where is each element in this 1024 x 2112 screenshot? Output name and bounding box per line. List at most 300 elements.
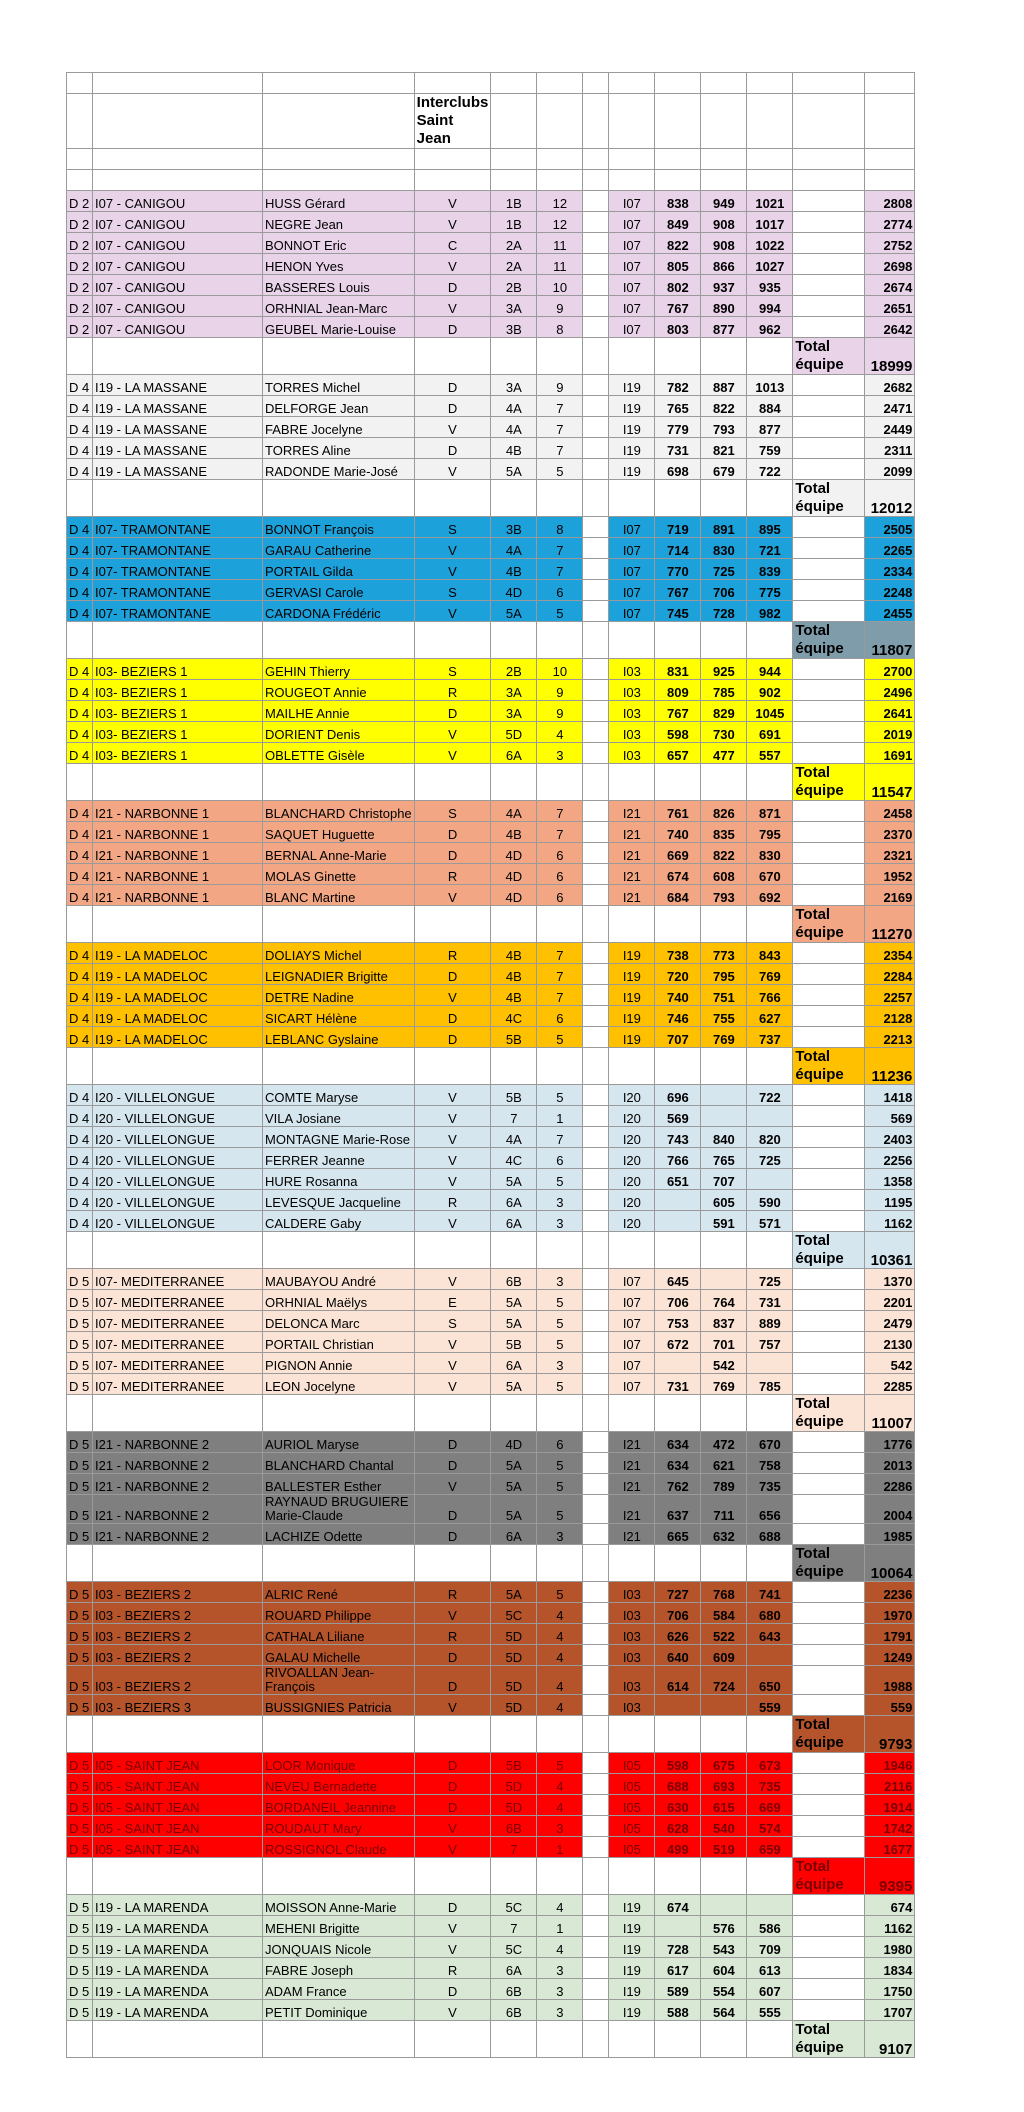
blank-cell (583, 722, 609, 743)
blank-cell (793, 985, 865, 1006)
division-cell: D 5 (67, 1624, 93, 1645)
player-name-cell: PIGNON Annie (263, 1353, 415, 1374)
blank-cell (793, 438, 865, 459)
blank-cell (583, 1603, 609, 1624)
score-2-cell (701, 1269, 747, 1290)
score-3-cell: 994 (747, 296, 793, 317)
player-row (67, 1148, 915, 1169)
score-3-cell: 737 (747, 1027, 793, 1048)
empty-cell (537, 94, 583, 149)
code-cell: I19 (609, 1895, 655, 1916)
score-1-cell: 706 (655, 1603, 701, 1624)
category-cell: D (414, 1774, 491, 1795)
player-name-cell: ORHNIAL Jean-Marc (263, 296, 415, 317)
player-name-cell: CATHALA Liliane (263, 1624, 415, 1645)
empty-cell (537, 338, 583, 375)
empty-cell (263, 2021, 415, 2058)
score-2-cell: 908 (701, 233, 747, 254)
empty-cell (67, 1048, 93, 1085)
club-cell: I20 - VILLELONGUE (93, 1085, 263, 1106)
empty-cell (537, 1716, 583, 1753)
player-row (67, 1795, 915, 1816)
class-cell: 6A (491, 1190, 537, 1211)
score-3-cell: 571 (747, 1211, 793, 1232)
score-1-cell (655, 1211, 701, 1232)
club-cell: I19 - LA MADELOC (93, 1006, 263, 1027)
division-cell: D 5 (67, 1958, 93, 1979)
club-cell: I21 - NARBONNE 1 (93, 843, 263, 864)
total-label: Total équipe (793, 1395, 865, 1432)
score-3-cell: 613 (747, 1958, 793, 1979)
player-total-cell: 1707 (865, 2000, 915, 2021)
player-total-cell: 1370 (865, 1269, 915, 1290)
code-cell: I20 (609, 1211, 655, 1232)
score-2-cell: 755 (701, 1006, 747, 1027)
points-cell: 7 (537, 438, 583, 459)
empty-cell (583, 480, 609, 517)
code-cell: I21 (609, 843, 655, 864)
player-name-cell: COMTE Maryse (263, 1085, 415, 1106)
code-cell: I03 (609, 1695, 655, 1716)
points-cell: 3 (537, 1979, 583, 2000)
division-cell: D 2 (67, 191, 93, 212)
empty-cell (93, 1858, 263, 1895)
blank-cell (583, 396, 609, 417)
score-2-cell: 632 (701, 1524, 747, 1545)
division-cell: D 4 (67, 822, 93, 843)
empty-cell (263, 906, 415, 943)
class-cell: 4D (491, 843, 537, 864)
empty-cell (747, 1858, 793, 1895)
points-cell: 7 (537, 822, 583, 843)
division-cell: D 4 (67, 1211, 93, 1232)
player-total-cell: 1988 (865, 1666, 915, 1695)
class-cell: 3A (491, 701, 537, 722)
empty-cell (67, 1395, 93, 1432)
score-2-cell: 675 (701, 1753, 747, 1774)
score-1-cell: 499 (655, 1837, 701, 1858)
club-cell: I03 - BEZIERS 2 (93, 1666, 263, 1695)
blank-cell (583, 864, 609, 885)
empty-cell (93, 1395, 263, 1432)
points-cell: 3 (537, 1816, 583, 1837)
player-row (67, 1495, 915, 1524)
class-cell: 4A (491, 801, 537, 822)
empty-cell (655, 338, 701, 375)
category-cell: V (414, 459, 491, 480)
class-cell: 4B (491, 822, 537, 843)
spacer-row (67, 170, 915, 191)
empty-cell (414, 764, 491, 801)
score-2-cell (701, 1106, 747, 1127)
empty-cell (701, 1858, 747, 1895)
category-cell: V (414, 191, 491, 212)
player-total-cell: 2013 (865, 1453, 915, 1474)
class-cell: 5A (491, 1582, 537, 1603)
blank-cell (793, 1169, 865, 1190)
score-2-cell: 711 (701, 1495, 747, 1524)
player-row (67, 1269, 915, 1290)
player-name-cell: DELFORGE Jean (263, 396, 415, 417)
code-cell: I19 (609, 1006, 655, 1027)
points-cell: 6 (537, 1432, 583, 1453)
blank-cell (793, 1474, 865, 1495)
score-1-cell: 805 (655, 254, 701, 275)
blank-cell (583, 743, 609, 764)
score-2-cell: 472 (701, 1432, 747, 1453)
code-cell: I19 (609, 417, 655, 438)
points-cell: 5 (537, 1085, 583, 1106)
player-name-cell: JONQUAIS Nicole (263, 1937, 415, 1958)
club-cell: I07- TRAMONTANE (93, 601, 263, 622)
points-cell: 9 (537, 296, 583, 317)
score-1-cell: 598 (655, 722, 701, 743)
points-cell: 5 (537, 1311, 583, 1332)
blank-cell (793, 1624, 865, 1645)
score-3-cell: 757 (747, 1332, 793, 1353)
code-cell: I07 (609, 1290, 655, 1311)
class-cell: 5D (491, 1795, 537, 1816)
empty-cell (701, 1048, 747, 1085)
blank-cell (583, 212, 609, 233)
empty-cell (609, 73, 655, 94)
empty-cell (263, 1048, 415, 1085)
club-cell: I07- TRAMONTANE (93, 517, 263, 538)
score-2-cell: 707 (701, 1169, 747, 1190)
empty-cell (263, 622, 415, 659)
blank-cell (583, 417, 609, 438)
empty-cell (701, 2021, 747, 2058)
score-2-cell: 605 (701, 1190, 747, 1211)
score-2-cell: 540 (701, 1816, 747, 1837)
points-cell: 5 (537, 1453, 583, 1474)
code-cell: I05 (609, 1795, 655, 1816)
empty-cell (537, 1858, 583, 1895)
player-row (67, 680, 915, 701)
division-cell: D 4 (67, 1106, 93, 1127)
code-cell: I20 (609, 1106, 655, 1127)
score-1-cell: 672 (655, 1332, 701, 1353)
blank-cell (793, 191, 865, 212)
empty-cell (747, 764, 793, 801)
club-cell: I03- BEZIERS 1 (93, 701, 263, 722)
empty-cell (655, 480, 701, 517)
player-total-cell: 2265 (865, 538, 915, 559)
score-2-cell: 576 (701, 1916, 747, 1937)
empty-cell (583, 73, 609, 94)
category-cell: D (414, 275, 491, 296)
score-1-cell: 665 (655, 1524, 701, 1545)
player-name-cell: LEON Jocelyne (263, 1374, 415, 1395)
empty-cell (414, 622, 491, 659)
empty-cell (655, 764, 701, 801)
player-total-cell: 1162 (865, 1211, 915, 1232)
player-total-cell: 2130 (865, 1332, 915, 1353)
score-1-cell: 728 (655, 1937, 701, 1958)
player-total-cell: 2370 (865, 822, 915, 843)
code-cell: I21 (609, 1432, 655, 1453)
category-cell: V (414, 1332, 491, 1353)
player-total-cell: 2128 (865, 1006, 915, 1027)
code-cell: I07 (609, 275, 655, 296)
division-cell: D 5 (67, 1937, 93, 1958)
score-1-cell: 743 (655, 1127, 701, 1148)
player-total-cell: 2496 (865, 680, 915, 701)
blank-cell (583, 580, 609, 601)
score-1-cell: 569 (655, 1106, 701, 1127)
score-3-cell: 1045 (747, 701, 793, 722)
blank-cell (793, 1027, 865, 1048)
blank-cell (583, 843, 609, 864)
team-total-value: 10064 (865, 1545, 915, 1582)
empty-cell (747, 906, 793, 943)
blank-cell (793, 1695, 865, 1716)
player-row (67, 1753, 915, 1774)
blank-cell (793, 1106, 865, 1127)
code-cell: I07 (609, 296, 655, 317)
division-cell: D 4 (67, 396, 93, 417)
club-cell: I03 - BEZIERS 2 (93, 1645, 263, 1666)
player-name-cell: GALAU Michelle (263, 1645, 415, 1666)
player-row (67, 1624, 915, 1645)
blank-cell (583, 1432, 609, 1453)
score-3-cell: 650 (747, 1666, 793, 1695)
club-cell: I21 - NARBONNE 1 (93, 864, 263, 885)
player-row (67, 1127, 915, 1148)
score-1-cell: 831 (655, 659, 701, 680)
category-cell: V (414, 2000, 491, 2021)
score-2-cell: 949 (701, 191, 747, 212)
blank-cell (583, 1169, 609, 1190)
blank-cell (793, 1524, 865, 1545)
score-1-cell: 720 (655, 964, 701, 985)
empty-cell (93, 1545, 263, 1582)
points-cell: 4 (537, 1795, 583, 1816)
team-total-value: 9107 (865, 2021, 915, 2058)
score-3-cell: 659 (747, 1837, 793, 1858)
blank-cell (793, 885, 865, 906)
blank-cell (793, 417, 865, 438)
empty-cell (93, 73, 263, 94)
class-cell: 5B (491, 1332, 537, 1353)
score-3-cell: 586 (747, 1916, 793, 1937)
player-name-cell: ROUDAUT Mary (263, 1816, 415, 1837)
player-row (67, 375, 915, 396)
score-3-cell: 877 (747, 417, 793, 438)
score-1-cell: 657 (655, 743, 701, 764)
empty-cell (583, 906, 609, 943)
division-cell: D 5 (67, 1695, 93, 1716)
player-row (67, 254, 915, 275)
score-3-cell: 721 (747, 538, 793, 559)
blank-cell (583, 1774, 609, 1795)
player-total-cell: 2674 (865, 275, 915, 296)
score-2-cell: 701 (701, 1332, 747, 1353)
empty-cell (491, 73, 537, 94)
player-row (67, 1190, 915, 1211)
score-3-cell: 795 (747, 822, 793, 843)
team-total-row (67, 1545, 915, 1582)
points-cell: 5 (537, 1290, 583, 1311)
blank-cell (583, 801, 609, 822)
player-row (67, 964, 915, 985)
code-cell: I19 (609, 1027, 655, 1048)
empty-cell (67, 906, 93, 943)
category-cell: V (414, 985, 491, 1006)
class-cell: 5A (491, 1453, 537, 1474)
club-cell: I21 - NARBONNE 1 (93, 801, 263, 822)
code-cell: I07 (609, 538, 655, 559)
empty-cell (263, 480, 415, 517)
score-1-cell: 838 (655, 191, 701, 212)
points-cell: 4 (537, 1666, 583, 1695)
player-row (67, 438, 915, 459)
blank-cell (793, 1816, 865, 1837)
points-cell: 4 (537, 1624, 583, 1645)
class-cell: 6A (491, 1353, 537, 1374)
category-cell: D (414, 1753, 491, 1774)
code-cell: I03 (609, 1582, 655, 1603)
points-cell: 7 (537, 538, 583, 559)
score-2-cell: 519 (701, 1837, 747, 1858)
player-total-cell: 1776 (865, 1432, 915, 1453)
blank-cell (583, 517, 609, 538)
score-1-cell: 766 (655, 1148, 701, 1169)
player-total-cell: 2256 (865, 1148, 915, 1169)
category-cell: V (414, 1603, 491, 1624)
class-cell: 5A (491, 1169, 537, 1190)
category-cell: V (414, 1474, 491, 1495)
division-cell: D 2 (67, 275, 93, 296)
division-cell: D 5 (67, 1979, 93, 2000)
score-1-cell: 802 (655, 275, 701, 296)
empty-cell (263, 764, 415, 801)
score-2-cell: 542 (701, 1353, 747, 1374)
empty-cell (747, 1395, 793, 1432)
player-row (67, 1582, 915, 1603)
code-cell: I03 (609, 1645, 655, 1666)
division-cell: D 4 (67, 601, 93, 622)
category-cell: D (414, 375, 491, 396)
category-cell: S (414, 659, 491, 680)
category-cell: R (414, 864, 491, 885)
empty-cell (537, 480, 583, 517)
class-cell: 4A (491, 1127, 537, 1148)
score-2-cell: 830 (701, 538, 747, 559)
division-cell: D 4 (67, 701, 93, 722)
division-cell: D 5 (67, 1645, 93, 1666)
club-cell: I07- MEDITERRANEE (93, 1290, 263, 1311)
blank-cell (793, 1127, 865, 1148)
blank-cell (793, 1916, 865, 1937)
blank-cell (793, 317, 865, 338)
empty-cell (583, 1395, 609, 1432)
score-1-cell: 634 (655, 1432, 701, 1453)
blank-cell (793, 1937, 865, 1958)
empty-cell (93, 149, 263, 170)
blank-cell (793, 233, 865, 254)
blank-cell (793, 801, 865, 822)
blank-cell (583, 438, 609, 459)
class-cell: 6B (491, 1816, 537, 1837)
empty-cell (93, 906, 263, 943)
class-cell: 5A (491, 459, 537, 480)
category-cell: R (414, 680, 491, 701)
player-name-cell: LACHIZE Odette (263, 1524, 415, 1545)
blank-cell (583, 1127, 609, 1148)
score-3-cell: 557 (747, 743, 793, 764)
spacer-row (67, 149, 915, 170)
code-cell: I19 (609, 1958, 655, 1979)
score-3-cell: 709 (747, 1937, 793, 1958)
category-cell: V (414, 1211, 491, 1232)
score-3-cell (747, 1106, 793, 1127)
division-cell: D 2 (67, 233, 93, 254)
player-name-cell: BUSSIGNIES Patricia (263, 1695, 415, 1716)
class-cell: 3B (491, 317, 537, 338)
division-cell: D 5 (67, 1774, 93, 1795)
score-3-cell: 735 (747, 1474, 793, 1495)
points-cell: 6 (537, 1148, 583, 1169)
division-cell: D 5 (67, 1837, 93, 1858)
team-total-row (67, 764, 915, 801)
empty-cell (67, 73, 93, 94)
score-2-cell: 554 (701, 1979, 747, 2000)
empty-cell (93, 764, 263, 801)
category-cell: D (414, 1645, 491, 1666)
player-row (67, 822, 915, 843)
score-3-cell: 590 (747, 1190, 793, 1211)
team-total-value: 12012 (865, 480, 915, 517)
empty-cell (414, 1858, 491, 1895)
player-row (67, 1774, 915, 1795)
blank-cell (793, 1582, 865, 1603)
empty-cell (747, 622, 793, 659)
score-2-cell: 764 (701, 1290, 747, 1311)
class-cell: 4C (491, 1006, 537, 1027)
empty-cell (865, 170, 915, 191)
blank-cell (793, 1374, 865, 1395)
club-cell: I03 - BEZIERS 2 (93, 1582, 263, 1603)
blank-cell (793, 1645, 865, 1666)
division-cell: D 4 (67, 1027, 93, 1048)
player-name-cell: HUSS Gérard (263, 191, 415, 212)
total-label: Total équipe (793, 1716, 865, 1753)
empty-cell (537, 1395, 583, 1432)
player-row (67, 296, 915, 317)
club-cell: I07 - CANIGOU (93, 296, 263, 317)
division-cell: D 4 (67, 722, 93, 743)
code-cell: I21 (609, 822, 655, 843)
division-cell: D 5 (67, 1332, 93, 1353)
club-cell: I20 - VILLELONGUE (93, 1190, 263, 1211)
blank-cell (793, 722, 865, 743)
empty-cell (93, 1716, 263, 1753)
team-total-row (67, 906, 915, 943)
player-name-cell: VILA Josiane (263, 1106, 415, 1127)
empty-cell (701, 906, 747, 943)
player-total-cell: 674 (865, 1895, 915, 1916)
club-cell: I19 - LA MADELOC (93, 985, 263, 1006)
empty-cell (583, 1048, 609, 1085)
empty-cell (491, 170, 537, 191)
player-name-cell: GERVASI Carole (263, 580, 415, 601)
score-3-cell: 935 (747, 275, 793, 296)
score-3-cell: 670 (747, 864, 793, 885)
score-3-cell: 871 (747, 801, 793, 822)
player-name-cell: GEHIN Thierry (263, 659, 415, 680)
class-cell: 2A (491, 233, 537, 254)
